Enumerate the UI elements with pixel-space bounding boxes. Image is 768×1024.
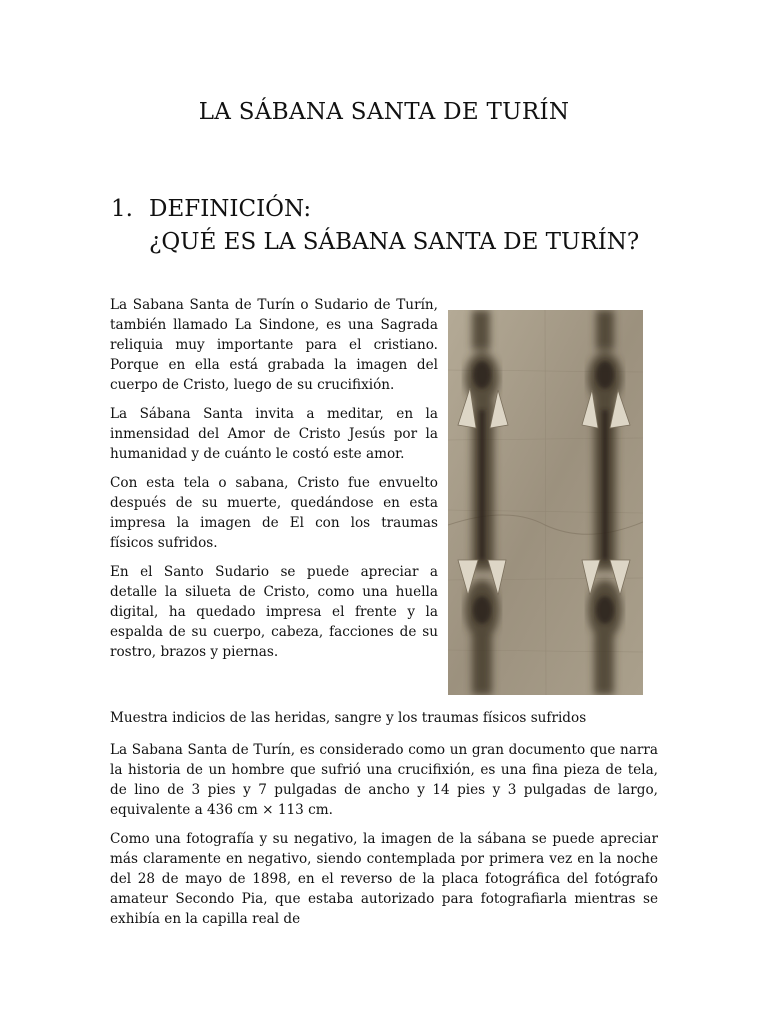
section-number: 1. xyxy=(111,196,133,222)
section-heading-line1: DEFINICIÓN: xyxy=(149,196,312,222)
paragraph: En el Santo Sudario se puede apreciar a detalle la silueta de Cristo, como una huella digital, ha quedado impresa el frente y la espalda de su cuerpo, cabeza, facciones de su rostro, brazos y piernas. xyxy=(110,564,438,660)
text-beside-image xyxy=(110,295,438,671)
shroud-image xyxy=(448,310,643,695)
paragraph: La Sabana Santa de Turín o Sudario de Turín, también llamado La Sindone, es una Sagrada reliquia muy importante para el cristiano. Porque en ella está grabada la imagen del cuerpo de Cristo, luego de su crucifixión. xyxy=(110,297,438,393)
paragraph: Como una fotografía y su negativo, la imagen de la sábana se puede apreciar más claramente en negativo, siendo contemplada por primera vez en la noche del 28 de mayo de 1898, en el reverso de la placa fotográfica del fotógrafo amateur Secondo Pia, que estaba autorizado para fotografiarla mientras se exhibía en la capilla real de xyxy=(110,831,658,927)
paragraph: La Sábana Santa invita a meditar, en la inmensidad del Amor de Cristo Jesús por la humanidad y de cuánto le costó este amor. xyxy=(110,406,438,462)
text-full-width xyxy=(110,740,658,938)
continuation-line: Muestra indicios de las heridas, sangre y los traumas físicos sufridos xyxy=(110,710,587,726)
shroud-illustration xyxy=(448,310,643,695)
section-heading xyxy=(111,193,639,259)
paragraph: La Sabana Santa de Turín, es considerado como un gran documento que narra la historia de un hombre que sufrió una crucifixión, es una fina pieza de tela, de lino de 3 pies y 7 pulgadas de ancho y 14 pies y 3 pulgadas de largo, equivalente a 436 cm × 113 cm. xyxy=(110,742,658,818)
page-title: LA SÁBANA SANTA DE TURÍN xyxy=(198,99,570,125)
section-heading-line2: ¿QUÉ ES LA SÁBANA SANTA DE TURÍN? xyxy=(149,229,640,255)
paragraph: Con esta tela o sabana, Cristo fue envuelto después de su muerte, quedándose en esta impresa la imagen de El con los traumas físicos sufridos. xyxy=(110,475,438,551)
